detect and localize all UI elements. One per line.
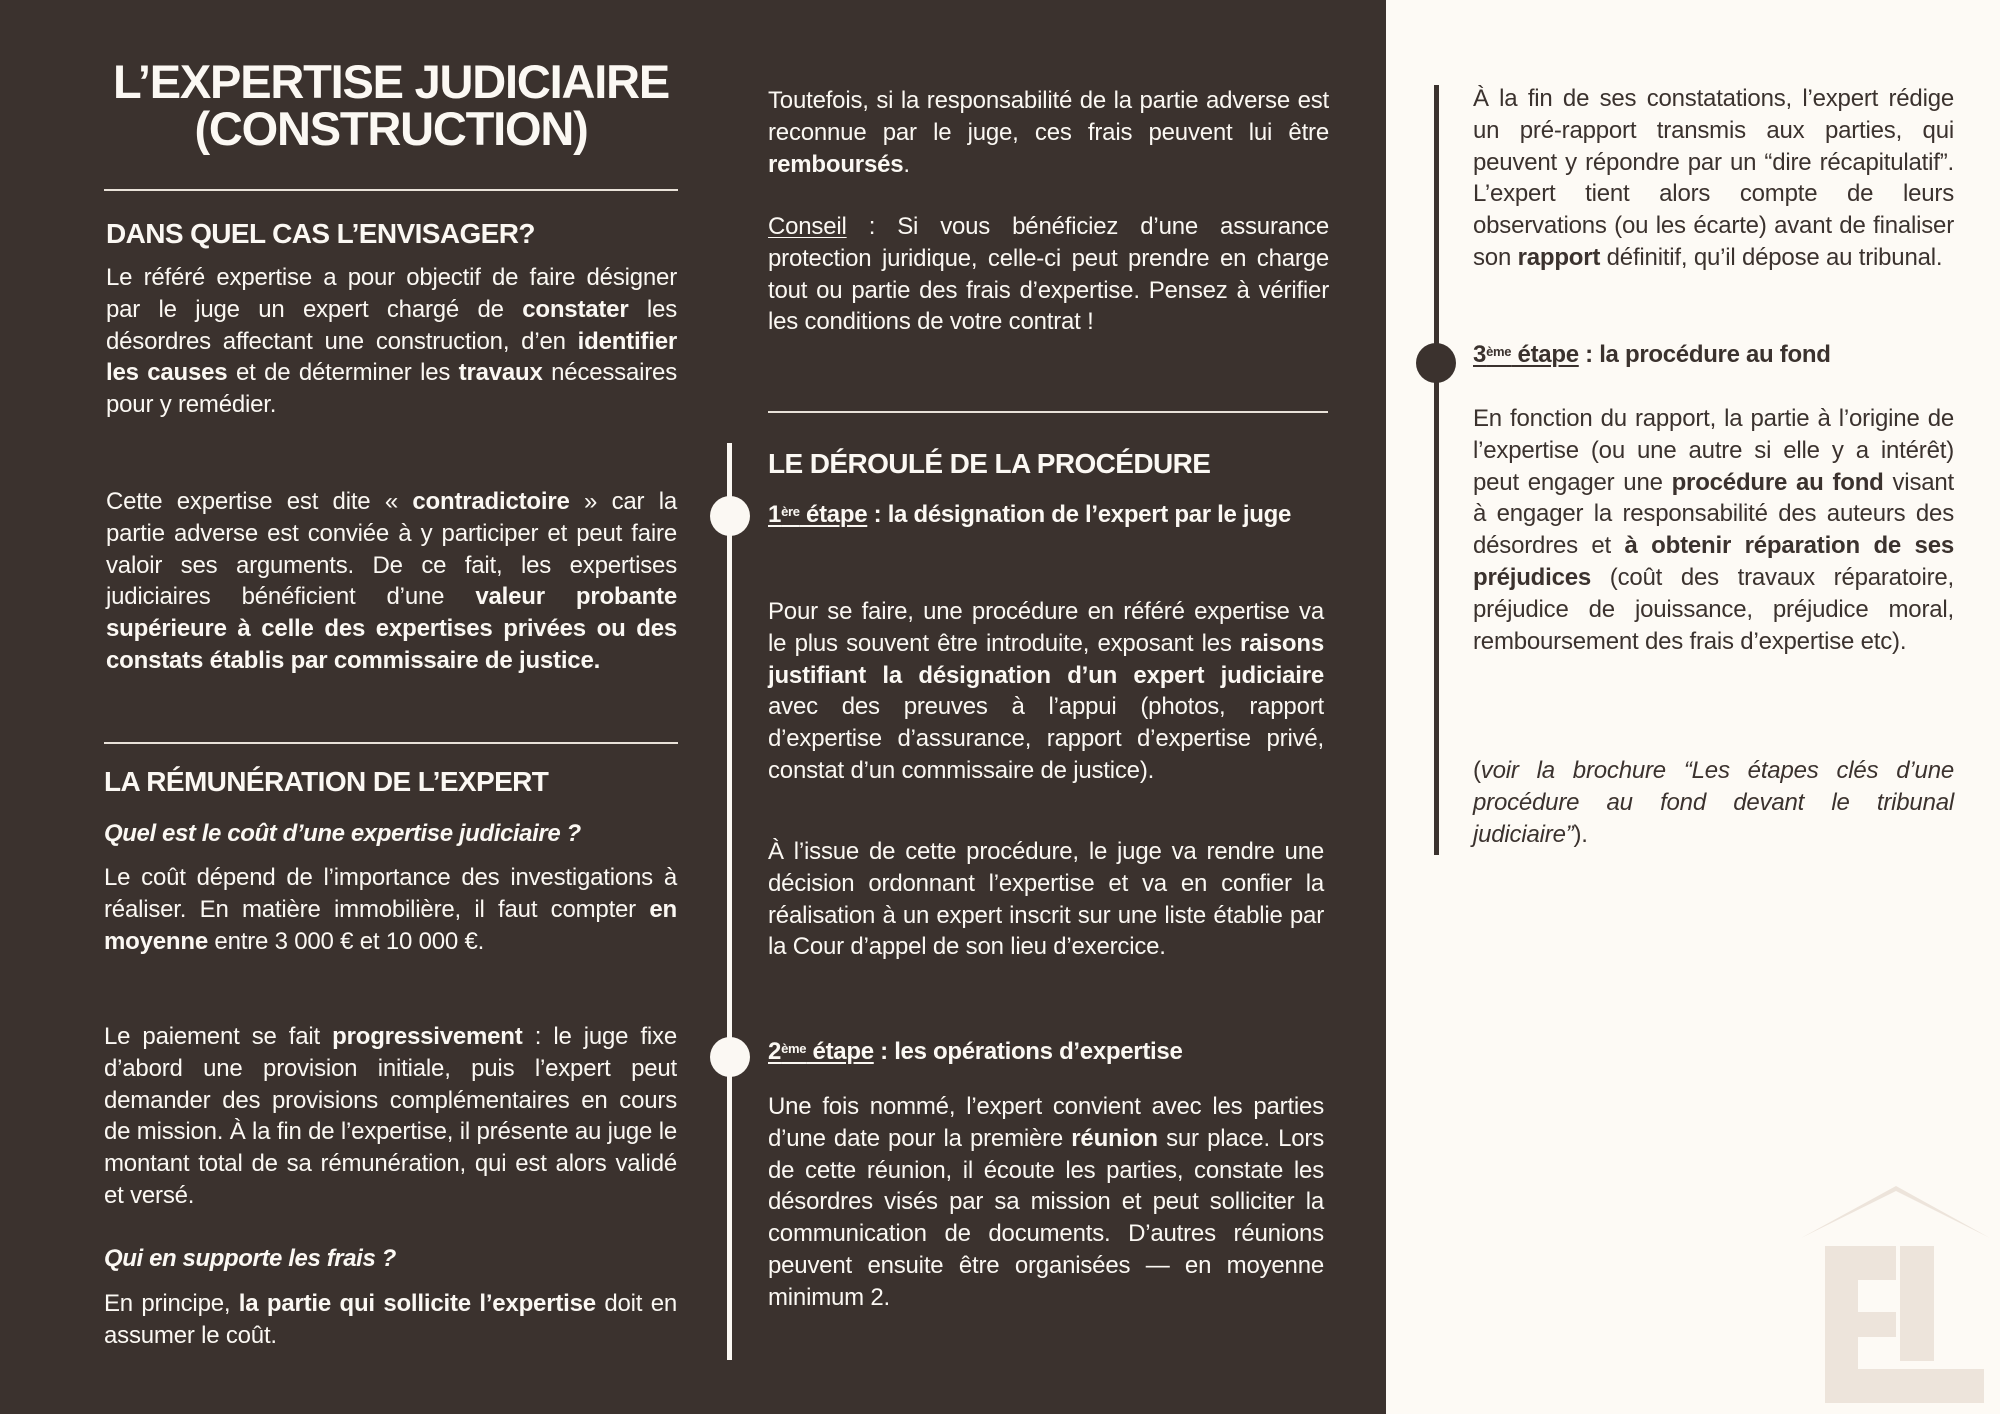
timeline-dot-step-2 bbox=[710, 1037, 750, 1077]
timeline-line bbox=[727, 443, 732, 1360]
step-number: 3ème étape bbox=[1473, 341, 1579, 368]
paragraph: Toutefois, si la responsabilité de la partie adverse est reconnue par le juge, ces frais peuvent lui être remboursés. bbox=[768, 87, 1329, 178]
divider bbox=[768, 411, 1328, 413]
paragraph: Pour se faire, une procédure en référé expertise va le plus souvent être introduite, exposant les raisons justifiant la désignation d’un expert judiciaire avec des preuves à l’appui (photos, rapport d’expertise d’assurance, rapport d’expertise privé, constat d’un commissaire de justice). bbox=[768, 598, 1324, 784]
title-line-1: L’EXPERTISE JUDICIAIRE bbox=[112, 55, 669, 108]
paragraph: En fonction du rapport, la partie à l’origine de l’expertise (ou une autre si elle y a intérêt) peut engager une procédure au fond visant à engager la responsabilité des auteurs des désordres et à obtenir réparation de ses préjudices (coût des travaux réparatoire, préjudice de jouissance, préjudice moral, remboursement des frais d’expertise etc). bbox=[1473, 405, 1955, 655]
timeline-dot-step-1 bbox=[710, 496, 750, 536]
brochure-reference: (voir la brochure “Les étapes clés d’une procédure au fond devant le tribunal judiciaire”). bbox=[1473, 757, 1954, 848]
paragraph: En principe, la partie qui sollicite l’expertise doit en assumer le coût. bbox=[104, 1290, 677, 1349]
timeline-line bbox=[1434, 85, 1439, 855]
section-heading-when: DANS QUEL CAS L’ENVISAGER? bbox=[106, 218, 535, 249]
section-heading-procedure: LE DÉROULÉ DE LA PROCÉDURE bbox=[768, 448, 1211, 479]
step-2-title: 2ème étape : les opérations d’expertise bbox=[768, 1038, 1183, 1065]
paragraph: À l’issue de cette procédure, le juge va rendre une décision ordonnant l’expertise et va en confier la réalisation à un expert inscrit sur une liste établie par la Cour d’appel de son lieu d’exercice. bbox=[768, 838, 1324, 961]
section-heading-fees: LA RÉMUNÉRATION DE L’EXPERT bbox=[104, 766, 549, 797]
paragraph: Le référé expertise a pour objectif de faire désigner par le juge un expert chargé de constater les désordres affectant une construction, d’en identifier les causes et de déterminer les travaux nécessaires pour y remédier. bbox=[106, 264, 677, 419]
step-number: 1ère étape bbox=[768, 501, 868, 528]
paragraph: Cette expertise est dite « contradictoire » car la partie adverse est conviée à y participer et peut faire valoir ses arguments. De ce fait, les expertises judiciaires bénéficient d’une valeur probante supérieure à celle des expertises privées ou des constats établis par commissaire de justice. bbox=[106, 488, 678, 674]
advice-paragraph: Conseil : Si vous bénéficiez d’une assurance protection juridique, celle-ci peut prendre en charge tout ou partie des frais d’expertise. Pensez à vérifier les conditions de votre contrat ! bbox=[768, 213, 1329, 336]
divider bbox=[104, 742, 678, 744]
timeline-dot-step-3 bbox=[1416, 343, 1456, 383]
house-el-monogram-icon bbox=[1795, 1180, 1995, 1410]
question-who-pays: Qui en supporte les frais ? bbox=[104, 1245, 396, 1272]
paragraph: Le paiement se fait progressivement : le juge fixe d’abord une provision initiale, puis l’expert peut demander des provisions complémentaires en cours de mission. À la fin de l’expertise, il présente au juge le montant total de sa rémunération, qui est alors validé et versé. bbox=[104, 1023, 678, 1209]
divider bbox=[104, 189, 678, 191]
step-3-title: 3ème étape : la procédure au fond bbox=[1473, 341, 1831, 368]
paragraph: Une fois nommé, l’expert convient avec les parties d’une date pour la première réunion sur place. Lors de cette réunion, il écoute les parties, constate les désordres visés par sa mission et peut solliciter la communication de documents. D’autres réunions peuvent ensuite être organisées — en moyenne minimum 2. bbox=[768, 1093, 1325, 1311]
title-line-2: (CONSTRUCTION) bbox=[194, 102, 588, 155]
page-title bbox=[104, 55, 678, 155]
step-1-title: 1ère étape : la désignation de l’expert par le juge bbox=[768, 501, 1292, 528]
step-number: 2ème étape bbox=[768, 1038, 874, 1065]
paragraph: Le coût dépend de l’importance des investigations à réaliser. En matière immobilière, il faut compter en moyenne entre 3 000 € et 10 000 €. bbox=[104, 864, 677, 955]
question-cost: Quel est le coût d’une expertise judiciaire ? bbox=[104, 820, 581, 847]
paragraph: À la fin de ses constatations, l’expert rédige un pré-rapport transmis aux parties, qui peuvent y répondre par un “dire récapitulatif”. L’expert tient alors compte de leurs observations (ou les écarte) avant de finaliser son rapport définitif, qu’il dépose au tribunal. bbox=[1473, 85, 1954, 271]
